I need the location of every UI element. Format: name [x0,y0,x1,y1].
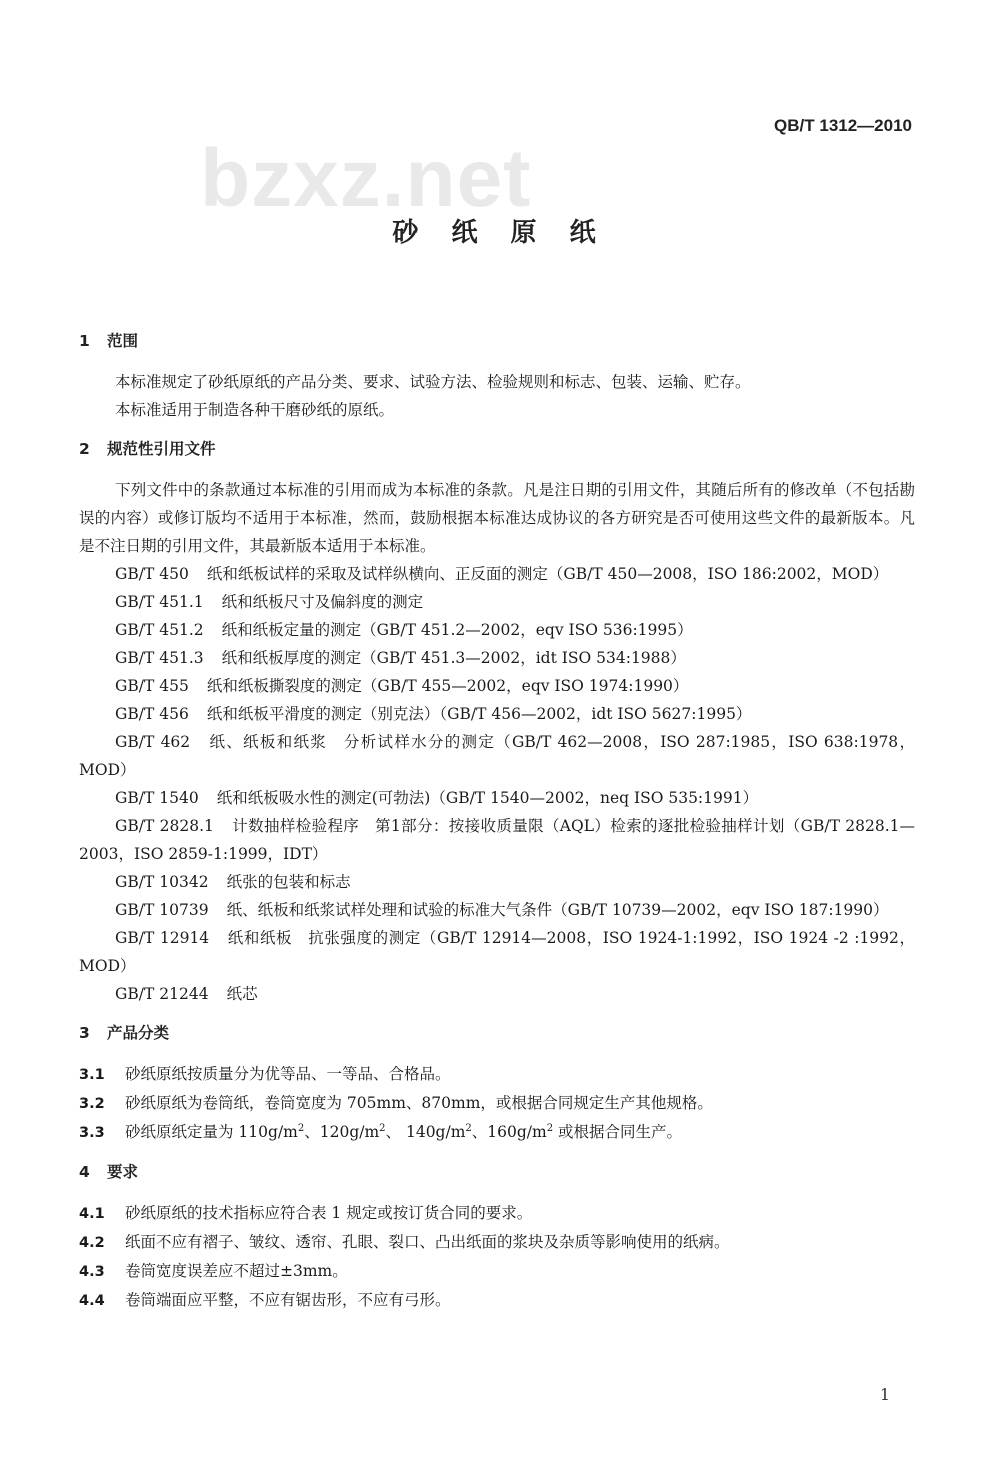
reference-item [79,784,915,812]
section-title: 范围 [107,332,139,350]
clause-number: 4.2 [79,1235,105,1251]
clause [79,1228,915,1257]
document-body [79,328,915,1315]
superscript: 2 [465,1123,472,1134]
clause-number: 4.3 [79,1264,105,1280]
superscript: 2 [546,1123,554,1134]
clause-number: 3.1 [79,1067,105,1083]
reference-item [79,616,915,644]
reference-title: 纸和纸板 抗张强度的测定（GB/T 12914—2008，ISO 1924-1:1992，ISO 1924 -2 :1992，MOD） [79,929,915,975]
section-number: 4 [79,1163,90,1181]
reference-code: GB/T 451.3 [115,649,204,667]
reference-item [79,980,915,1008]
section-heading-classification [79,1020,915,1046]
clause-text: 砂纸原纸定量为 110g/m [125,1123,298,1141]
reference-code: GB/T 462 [115,733,191,751]
reference-list [79,560,915,1008]
clause-text: 、120g/m [304,1123,380,1141]
reference-item [79,560,915,588]
clause [79,1286,915,1315]
reference-title: 纸和纸板吸水性的测定(可勃法)（GB/T 1540—2002，neq ISO 535:1991） [216,789,759,807]
section-title: 规范性引用文件 [107,440,216,458]
reference-title: 纸、纸板和纸浆试样处理和试验的标准大气条件（GB/T 10739—2002，eqv ISO 187:1990） [226,901,889,919]
section-title: 要求 [107,1163,139,1181]
reference-item [79,728,915,784]
section-title: 产品分类 [107,1024,170,1042]
reference-code: GB/T 10342 [115,873,209,891]
clause-text: 或根据合同生产。 [553,1123,683,1141]
reference-title: 纸芯 [226,985,258,1003]
reference-code: GB/T 2828.1 [115,817,214,835]
clause-text: 纸面不应有褶子、皱纹、透帘、孔眼、裂口、凸出纸面的浆块及杂质等影响使用的纸病。 [125,1233,730,1251]
clause-text: 砂纸原纸为卷筒纸，卷筒宽度为 705mm、870mm，或根据合同规定生产其他规格。 [125,1094,713,1112]
reference-code: GB/T 455 [115,677,189,695]
section-number: 2 [79,440,90,458]
clause-number: 4.1 [79,1206,105,1222]
standard-number: QB/T 1312—2010 [774,116,912,135]
page-number: 1 [879,1385,890,1404]
reference-item [79,644,915,672]
reference-code: GB/T 12914 [115,929,210,947]
reference-item [79,700,915,728]
reference-title: 纸和纸板试样的采取及试样纵横向、正反面的测定（GB/T 450—2008，ISO 186:2002，MOD） [206,565,889,583]
document-title: 砂 纸 原 纸 [392,218,608,248]
reference-code: GB/T 456 [115,705,189,723]
reference-item [79,896,915,924]
reference-title: 纸、纸板和纸浆 分析试样水分的测定（GB/T 462—2008，ISO 287:1985，ISO 638:1978，MOD） [79,733,915,779]
clause-number: 4.4 [79,1293,105,1309]
reference-item [79,672,915,700]
reference-code: GB/T 10739 [115,901,209,919]
reference-item [79,924,915,980]
section-number: 1 [79,332,90,350]
reference-item [79,812,915,868]
section-heading-scope [79,328,915,354]
clause-text: 、160g/m [471,1123,547,1141]
paragraph: 下列文件中的条款通过本标准的引用而成为本标准的条款。凡是注日期的引用文件，其随后所有的修改单（不包括勘误的内容）或修订版均不适用于本标准，然而，鼓励根据本标准达成协议的各方研究是否可使用这些文件的最新版本。凡是不注日期的引用文件，其最新版本适用于本标准。 [79,481,915,555]
reference-title: 纸和纸板尺寸及偏斜度的测定 [221,593,424,611]
clause-number: 3.3 [79,1125,105,1141]
section-heading-requirements [79,1159,915,1185]
reference-title: 纸张的包装和标志 [226,873,351,891]
clause [79,1060,915,1089]
paragraph: 本标准适用于制造各种干磨砂纸的原纸。 [115,401,395,419]
reference-code: GB/T 451.2 [115,621,204,639]
reference-title: 纸和纸板定量的测定（GB/T 451.2—2002，eqv ISO 536:1995） [221,621,693,639]
reference-title: 纸和纸板平滑度的测定（别克法）（GB/T 456—2002，idt ISO 5627:1995） [206,705,752,723]
clause [79,1199,915,1228]
clause [79,1089,915,1118]
clause-text: 砂纸原纸的技术指标应符合表 1 规定或按订货合同的要求。 [125,1204,533,1222]
clause [79,1118,915,1147]
reference-item [79,868,915,896]
superscript: 2 [297,1123,305,1134]
clause-text: 卷筒端面应平整，不应有锯齿形，不应有弓形。 [125,1291,451,1309]
reference-title: 计数抽样检验程序 第1部分：按接收质量限（AQL）检索的逐批检验抽样计划（GB/T 2828.1—2003，ISO 2859-1:1999，IDT） [79,817,915,863]
clause-text: 、 140g/m [385,1123,466,1141]
clause-number: 3.2 [79,1096,105,1112]
reference-item [79,588,915,616]
section-number: 3 [79,1024,90,1042]
clause-text: 砂纸原纸按质量分为优等品、一等品、合格品。 [125,1065,451,1083]
clause [79,1257,915,1286]
superscript: 2 [379,1123,386,1134]
reference-code: GB/T 21244 [115,985,209,1003]
reference-title: 纸和纸板厚度的测定（GB/T 451.3—2002，idt ISO 534:1988） [221,649,686,667]
section-heading-normative-references [79,436,915,462]
reference-code: GB/T 451.1 [115,593,204,611]
reference-title: 纸和纸板撕裂度的测定（GB/T 455—2002，eqv ISO 1974:1990） [206,677,689,695]
reference-code: GB/T 1540 [115,789,199,807]
reference-code: GB/T 450 [115,565,189,583]
watermark: bzxz.net [200,133,532,224]
paragraph: 本标准规定了砂纸原纸的产品分类、要求、试验方法、检验规则和标志、包装、运输、贮存。 [115,373,751,391]
clause-text: 卷筒宽度误差应不超过±3mm。 [125,1262,348,1280]
